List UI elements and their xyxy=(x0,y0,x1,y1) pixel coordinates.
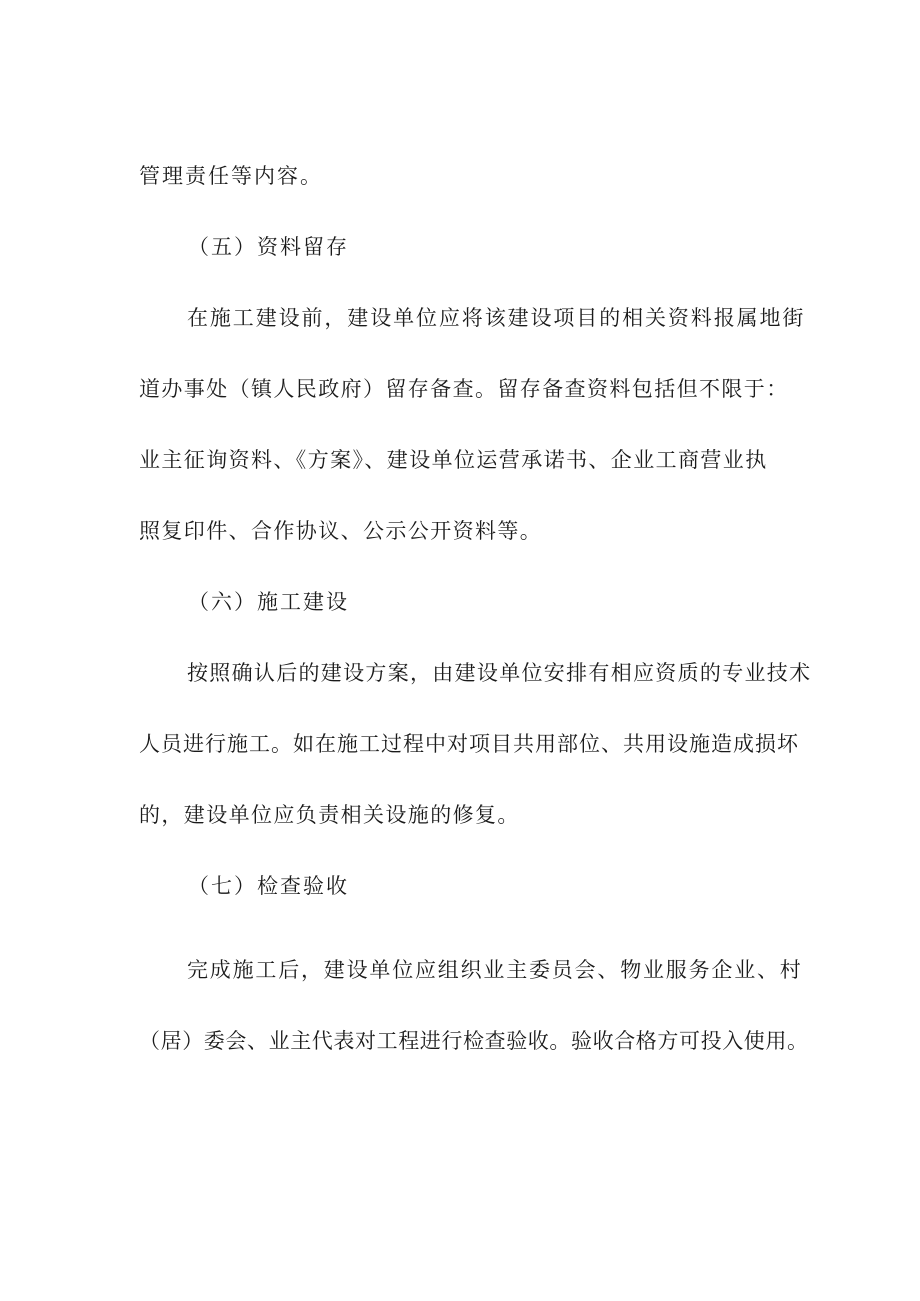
paragraph-line: 在施工建设前，建设单位应将该建设项目的相关资料报属地街 xyxy=(187,306,806,330)
section-heading-seven: （七）检查验收 xyxy=(188,874,349,898)
paragraph-line: 完成施工后，建设单位应组织业主委员会、物业服务企业、村 xyxy=(187,958,803,982)
paragraph-line: 管理责任等内容。 xyxy=(139,164,323,188)
section-heading-five: （五）资料留存 xyxy=(188,235,349,259)
paragraph-line: 照复印件、合作协议、公示公开资料等。 xyxy=(139,519,543,543)
paragraph-line: 按照确认后的建设方案，由建设单位安排有相应资质的专业技术 xyxy=(187,661,812,685)
paragraph-line: 业主征询资料、《方案》、建设单位运营承诺书、企业工商营业执 xyxy=(139,448,768,472)
paragraph-line: （居）委会、业主代表对工程进行检查验收。验收合格方可投入使用。 xyxy=(139,1029,809,1053)
paragraph-line: 的，建设单位应负责相关设施的修复。 xyxy=(139,803,520,827)
section-heading-six: （六）施工建设 xyxy=(188,590,349,614)
paragraph-line: 人员进行施工。如在施工过程中对项目共用部位、共用设施造成损坏 xyxy=(139,732,799,756)
paragraph-line: 道办事处（镇人民政府）留存备查。留存备查资料包括但不限于： xyxy=(139,377,789,401)
